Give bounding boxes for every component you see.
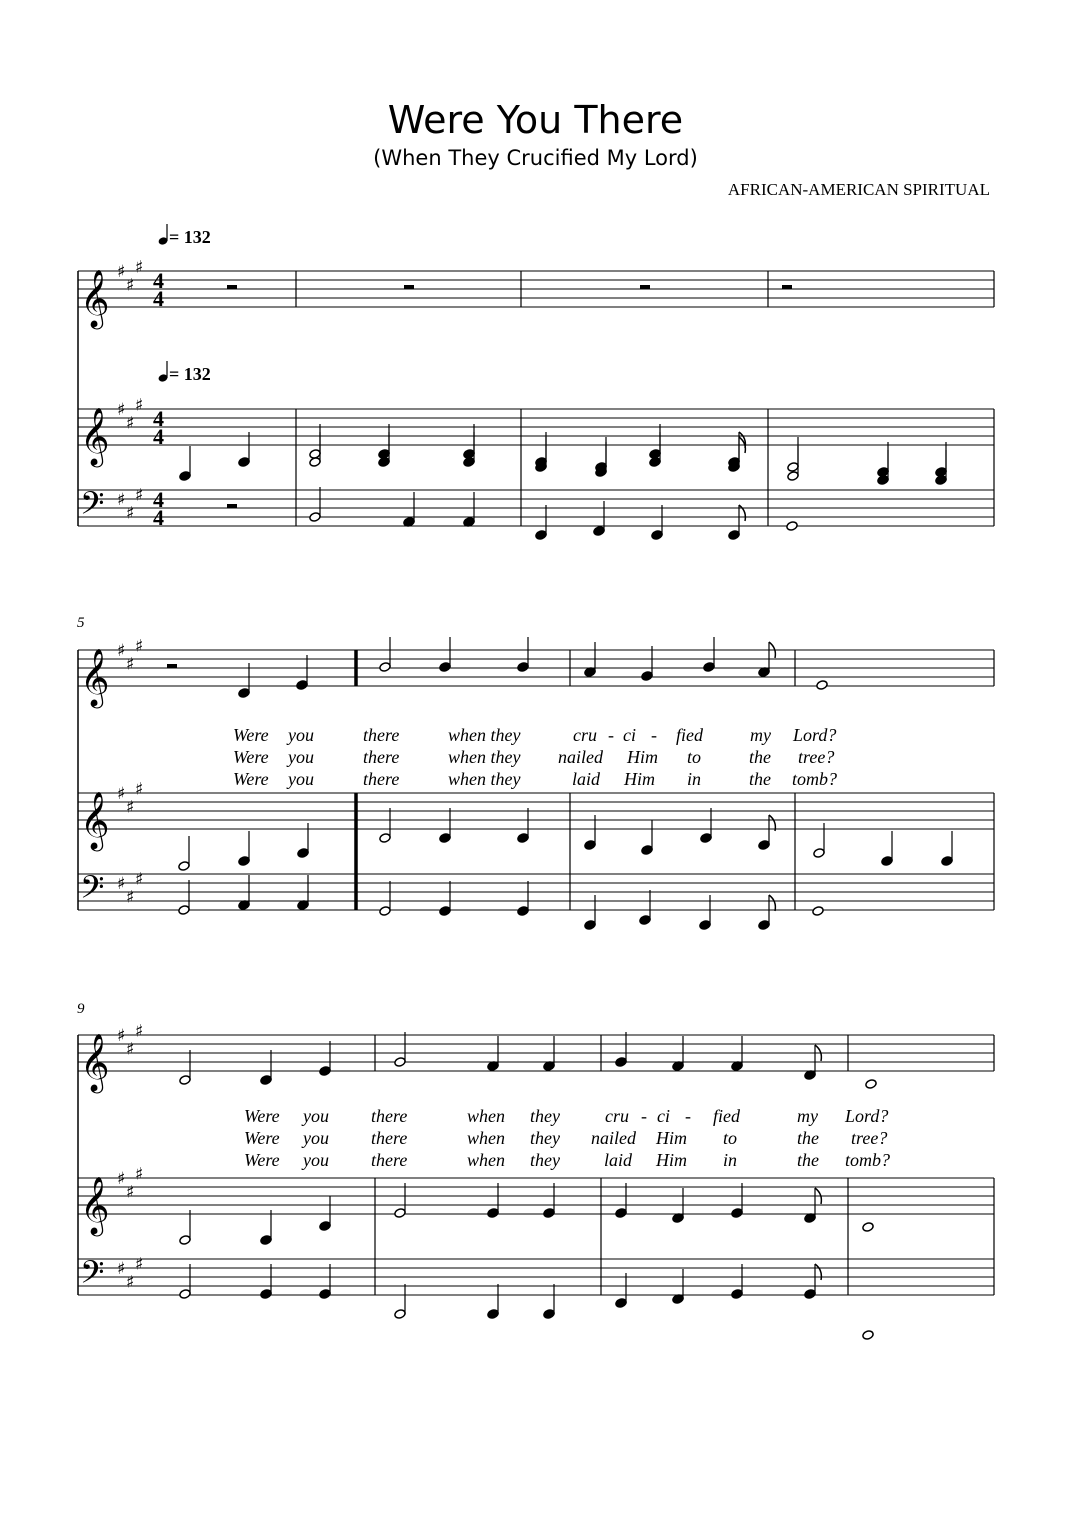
half-rest-icon xyxy=(227,285,237,289)
lyrics-verse-3 xyxy=(233,769,837,789)
notehead xyxy=(651,530,663,541)
notehead xyxy=(703,662,715,673)
treble-clef-icon: 𝄞 xyxy=(80,407,110,465)
svg-text:you: you xyxy=(288,769,314,789)
note-flag xyxy=(739,505,745,521)
time-signature-bottom: 4 xyxy=(153,286,164,311)
notehead xyxy=(238,688,250,699)
sharp-icon: ♯ xyxy=(126,413,135,434)
svg-text:to: to xyxy=(723,1128,738,1148)
treble-clef-icon: 𝄞 xyxy=(80,1033,110,1091)
lyrics-verse-2 xyxy=(244,1128,887,1148)
notehead xyxy=(786,521,798,532)
sharp-icon: ♯ xyxy=(126,797,135,818)
svg-text:laid: laid xyxy=(572,769,601,789)
sharp-icon: ♯ xyxy=(117,400,126,420)
notehead xyxy=(935,475,947,486)
notehead xyxy=(178,861,190,872)
svg-text:ci: ci xyxy=(623,725,636,745)
tempo-marking-piano xyxy=(158,361,211,384)
svg-text:the: the xyxy=(749,769,771,789)
svg-text:Were: Were xyxy=(244,1150,280,1170)
notehead xyxy=(641,845,653,856)
sharp-icon: ♯ xyxy=(126,654,135,675)
song-subtitle: (When They Crucified My Lord) xyxy=(373,146,698,170)
sharp-icon: ♯ xyxy=(135,869,144,890)
composer-credit: AFRICAN-AMERICAN SPIRITUAL xyxy=(727,180,990,199)
svg-text:Lord?: Lord? xyxy=(793,725,837,745)
notehead xyxy=(593,526,605,537)
notehead xyxy=(941,856,953,867)
notehead xyxy=(309,512,321,523)
notehead xyxy=(699,920,711,931)
sharp-icon: ♯ xyxy=(126,1182,135,1203)
notehead xyxy=(517,662,529,673)
svg-text:you: you xyxy=(303,1106,329,1126)
svg-text:they: they xyxy=(530,1106,560,1126)
svg-text:there: there xyxy=(363,725,400,745)
notehead xyxy=(758,840,770,851)
sharp-icon: ♯ xyxy=(135,395,144,416)
notehead xyxy=(804,1289,816,1300)
notehead xyxy=(543,1208,555,1219)
svg-text:Him: Him xyxy=(627,747,658,767)
measure-number: 9 xyxy=(77,1001,85,1017)
svg-text:fied: fied xyxy=(713,1106,740,1126)
notehead xyxy=(813,848,825,859)
notehead xyxy=(260,1235,272,1246)
tempo-marking-voice xyxy=(158,224,211,247)
bass-clef-icon: 𝄢 xyxy=(80,485,105,529)
svg-text:Were: Were xyxy=(233,725,269,745)
tempo-text: = 132 xyxy=(169,227,211,247)
notehead xyxy=(394,1057,406,1068)
svg-text:-: - xyxy=(651,725,657,745)
clefs-and-signatures xyxy=(80,258,164,1299)
svg-text:nailed: nailed xyxy=(558,747,603,767)
notehead xyxy=(463,457,475,468)
notehead xyxy=(615,1298,627,1309)
notehead xyxy=(379,833,391,844)
notehead xyxy=(179,1235,191,1246)
svg-text:there: there xyxy=(371,1106,408,1126)
notehead xyxy=(179,471,191,482)
notehead xyxy=(862,1222,874,1233)
note-flag xyxy=(769,895,775,911)
svg-text:when: when xyxy=(467,1106,505,1126)
svg-text:there: there xyxy=(363,769,400,789)
notehead xyxy=(639,915,651,926)
svg-text:tree?: tree? xyxy=(798,747,835,767)
svg-text:they: they xyxy=(530,1150,560,1170)
svg-text:when they: when they xyxy=(448,747,521,767)
svg-text:-: - xyxy=(641,1106,647,1126)
notehead xyxy=(615,1057,627,1068)
notehead xyxy=(862,1330,874,1341)
notehead xyxy=(178,905,190,916)
svg-text:you: you xyxy=(288,747,314,767)
svg-text:the: the xyxy=(797,1128,819,1148)
sharp-icon: ♯ xyxy=(135,1021,144,1042)
treble-clef-icon: 𝄞 xyxy=(80,791,110,849)
svg-text:they: they xyxy=(530,1128,560,1148)
lyrics-verse-2 xyxy=(233,747,834,767)
half-rest-icon xyxy=(167,664,177,668)
svg-text:Were: Were xyxy=(244,1128,280,1148)
notehead xyxy=(543,1309,555,1320)
notehead xyxy=(700,833,712,844)
sharp-icon: ♯ xyxy=(117,262,126,282)
svg-text:tree?: tree? xyxy=(851,1128,888,1148)
svg-text:ci: ci xyxy=(657,1106,670,1126)
notehead xyxy=(615,1208,627,1219)
svg-text:there: there xyxy=(363,747,400,767)
notehead xyxy=(260,1289,272,1300)
notehead xyxy=(394,1208,406,1219)
bass-clef-icon: 𝄢 xyxy=(80,1254,105,1298)
sharp-icon: ♯ xyxy=(117,641,126,661)
svg-text:tomb?: tomb? xyxy=(792,769,837,789)
half-rest-icon xyxy=(640,285,650,289)
svg-text:my: my xyxy=(797,1106,818,1126)
notehead xyxy=(179,1075,191,1086)
notehead xyxy=(179,1289,191,1300)
svg-text:cru: cru xyxy=(573,725,597,745)
svg-text:my: my xyxy=(750,725,771,745)
lyrics-verse-1 xyxy=(233,725,836,745)
notehead xyxy=(758,920,770,931)
svg-text:Were: Were xyxy=(233,769,269,789)
notehead xyxy=(584,920,596,931)
svg-text:you: you xyxy=(303,1150,329,1170)
lyrics-verse-1 xyxy=(244,1106,888,1126)
notehead xyxy=(731,1208,743,1219)
sharp-icon: ♯ xyxy=(135,257,144,278)
svg-text:to: to xyxy=(687,747,702,767)
notehead xyxy=(865,1079,877,1090)
sharp-icon: ♯ xyxy=(117,1169,126,1189)
note-flag xyxy=(815,1264,821,1280)
svg-text:Him: Him xyxy=(656,1150,687,1170)
sharp-icon: ♯ xyxy=(117,874,126,894)
notehead xyxy=(816,680,828,691)
svg-text:Were: Were xyxy=(233,747,269,767)
notehead xyxy=(238,856,250,867)
svg-text:Him: Him xyxy=(624,769,655,789)
notehead xyxy=(787,471,799,482)
notehead xyxy=(487,1309,499,1320)
notes xyxy=(167,285,953,1340)
notehead xyxy=(439,906,451,917)
sharp-icon: ♯ xyxy=(117,490,126,510)
svg-text:when: when xyxy=(467,1128,505,1148)
svg-text:when: when xyxy=(467,1150,505,1170)
svg-text:-: - xyxy=(608,725,614,745)
notehead xyxy=(378,457,390,468)
svg-text:when they: when they xyxy=(448,725,521,745)
notehead xyxy=(641,671,653,682)
treble-clef-icon: 𝄞 xyxy=(80,1176,110,1234)
time-signature-top: 4 xyxy=(153,406,164,431)
svg-text:you: you xyxy=(288,725,314,745)
sharp-icon: ♯ xyxy=(126,275,135,296)
treble-clef-icon: 𝄞 xyxy=(80,648,110,706)
svg-text:the: the xyxy=(797,1150,819,1170)
svg-text:Were: Were xyxy=(244,1106,280,1126)
notehead xyxy=(260,1075,272,1086)
sharp-icon: ♯ xyxy=(135,1164,144,1185)
sharp-icon: ♯ xyxy=(135,485,144,506)
svg-text:laid: laid xyxy=(604,1150,633,1170)
sharp-icon: ♯ xyxy=(135,636,144,657)
notehead xyxy=(881,856,893,867)
svg-text:there: there xyxy=(371,1128,408,1148)
notehead xyxy=(319,1221,331,1232)
svg-text:fied: fied xyxy=(676,725,703,745)
time-signature-bottom: 4 xyxy=(153,424,164,449)
notehead xyxy=(877,475,889,486)
notehead xyxy=(379,662,391,673)
svg-text:when they: when they xyxy=(448,769,521,789)
sharp-icon: ♯ xyxy=(126,887,135,908)
notehead xyxy=(584,840,596,851)
notehead xyxy=(439,662,451,673)
notehead xyxy=(535,530,547,541)
svg-text:Him: Him xyxy=(656,1128,687,1148)
time-signature-bottom: 4 xyxy=(153,505,164,530)
half-rest-icon xyxy=(782,285,792,289)
tempo-text: = 132 xyxy=(169,364,211,384)
notehead xyxy=(517,906,529,917)
notehead xyxy=(394,1309,406,1320)
notehead xyxy=(379,906,391,917)
svg-text:there: there xyxy=(371,1150,408,1170)
sharp-icon: ♯ xyxy=(117,784,126,804)
svg-text:you: you xyxy=(303,1128,329,1148)
time-signature-top: 4 xyxy=(153,268,164,293)
svg-text:Lord?: Lord? xyxy=(845,1106,889,1126)
svg-text:nailed: nailed xyxy=(591,1128,636,1148)
notehead xyxy=(238,457,250,468)
svg-text:in: in xyxy=(723,1150,738,1170)
half-rest-icon xyxy=(404,285,414,289)
notehead xyxy=(309,457,321,468)
notehead xyxy=(319,1066,331,1077)
lyrics-verse-3 xyxy=(244,1150,890,1170)
svg-text:cru: cru xyxy=(605,1106,629,1126)
notehead xyxy=(787,462,799,473)
sharp-icon: ♯ xyxy=(135,1254,144,1275)
sharp-icon: ♯ xyxy=(126,1039,135,1060)
notehead xyxy=(731,1289,743,1300)
sharp-icon: ♯ xyxy=(126,1272,135,1293)
svg-text:tomb?: tomb? xyxy=(845,1150,890,1170)
half-rest-icon xyxy=(227,504,237,508)
notehead xyxy=(319,1289,331,1300)
bass-clef-icon: 𝄢 xyxy=(80,869,105,913)
time-signature-top: 4 xyxy=(153,487,164,512)
notehead xyxy=(296,680,308,691)
svg-text:-: - xyxy=(685,1106,691,1126)
sharp-icon: ♯ xyxy=(117,1026,126,1046)
sharp-icon: ♯ xyxy=(126,503,135,524)
svg-text:in: in xyxy=(687,769,702,789)
sharp-icon: ♯ xyxy=(117,1259,126,1279)
notehead xyxy=(812,906,824,917)
notehead xyxy=(517,833,529,844)
measure-number: 5 xyxy=(77,615,85,631)
svg-text:the: the xyxy=(749,747,771,767)
notehead xyxy=(297,848,309,859)
notehead xyxy=(439,833,451,844)
sharp-icon: ♯ xyxy=(135,779,144,800)
notehead xyxy=(649,457,661,468)
notehead xyxy=(487,1208,499,1219)
song-title: Were You There xyxy=(387,98,684,142)
notehead xyxy=(728,530,740,541)
treble-clef-icon: 𝄞 xyxy=(80,269,110,327)
